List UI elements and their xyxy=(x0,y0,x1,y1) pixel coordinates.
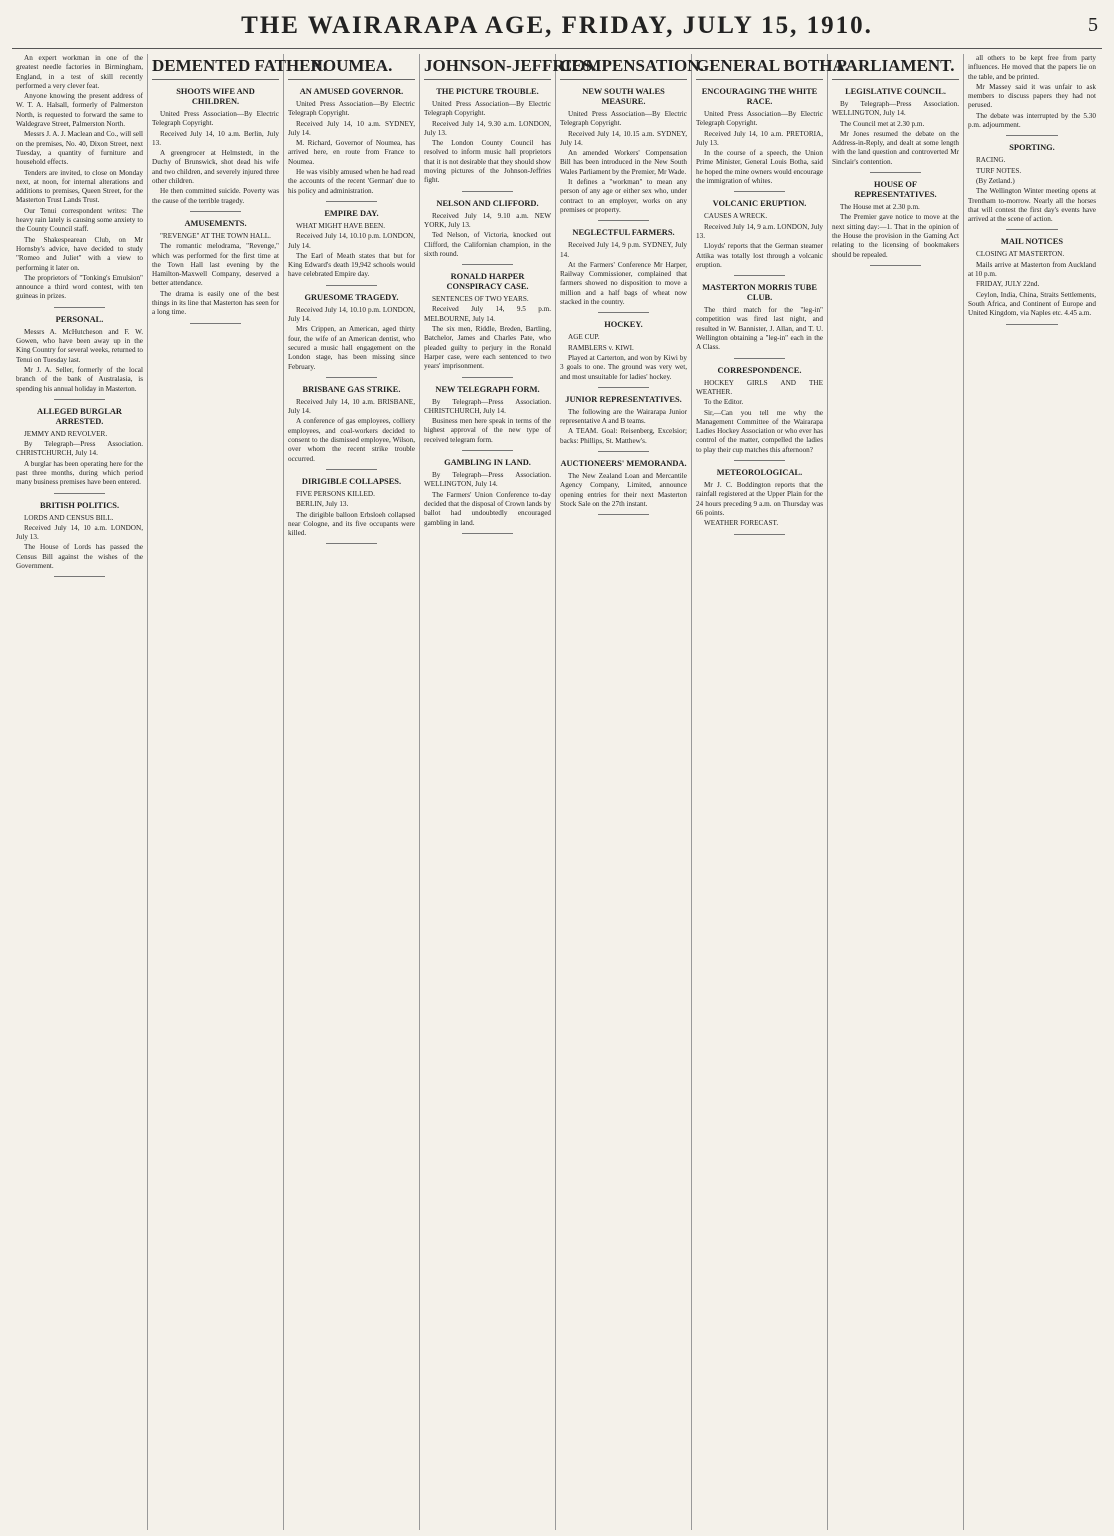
article-heading: NEW TELEGRAPH FORM. xyxy=(435,384,540,394)
article-paragraph: A TEAM. Goal: Reisenberg, Excelsior; backs: Phillips, St. Matthew's. xyxy=(560,427,687,445)
article-paragraph: He was visibly amused when he had read the accounts of the recent 'German' due to his policy and administration. xyxy=(288,168,415,195)
section-rule xyxy=(1006,324,1057,325)
section-rule xyxy=(1006,229,1057,230)
article-heading: JUNIOR REPRESENTATIVES. xyxy=(565,394,682,404)
article-paragraph: CLOSING AT MASTERTON. xyxy=(976,250,1065,259)
article-paragraph: The House met at 2.30 p.m. xyxy=(840,203,920,212)
article xyxy=(288,477,415,544)
column-headline: DEMENTED FATHER. xyxy=(152,54,279,80)
section-rule xyxy=(54,576,105,577)
article xyxy=(696,468,823,534)
article-heading: LEGISLATIVE COUNCIL. xyxy=(845,87,946,96)
article-paragraph: United Press Association—By Electric Telegraph Copyright. xyxy=(696,110,823,128)
section-rule xyxy=(190,211,241,212)
article-paragraph: Ted Nelson, of Victoria, knocked out Clifford, the Californian champion, in the sixth round. xyxy=(424,231,551,258)
article xyxy=(16,501,143,578)
article-paragraph: FRIDAY, JULY 22nd. xyxy=(976,280,1040,289)
article xyxy=(288,385,415,470)
article xyxy=(832,87,959,173)
article-paragraph: Received July 14, 10 a.m. LONDON, July 13. xyxy=(16,523,143,542)
article xyxy=(832,180,959,266)
article-heading: MASTERTON MORRIS TUBE CLUB. xyxy=(702,283,817,303)
columns xyxy=(12,54,1102,1530)
column-headline: NOUMEA. xyxy=(288,54,415,80)
column xyxy=(12,54,148,1530)
article-paragraph: The Council met at 2.30 p.m. xyxy=(840,119,925,128)
column-headline: GENERAL BOTHA. xyxy=(696,54,823,80)
article xyxy=(968,54,1096,136)
section-rule xyxy=(598,514,649,515)
article-paragraph: At the Farmers' Conference Mr Harper, Railway Commissioner, complained that farmers showed no disposition to move a million and a half bags of wheat now stacked in the country. xyxy=(560,260,687,307)
article-heading: PERSONAL. xyxy=(55,314,104,324)
section-rule xyxy=(326,201,377,202)
article-heading: EMPIRE DAY. xyxy=(324,208,379,218)
article xyxy=(288,87,415,202)
article-paragraph: The Earl of Meath states that but for King Edward's death 19,942 schools would have celebrated Empire day. xyxy=(288,251,415,279)
article-paragraph: By Telegraph—Press Association. CHRISTCHURCH, July 14. xyxy=(16,440,143,458)
article-heading: AMUSEMENTS. xyxy=(184,218,247,228)
column xyxy=(964,54,1100,1530)
article xyxy=(424,87,551,192)
article-paragraph: AGE CUP. xyxy=(568,333,600,342)
article-paragraph: United Press Association—By Electric Telegraph Copyright. xyxy=(424,100,551,118)
article-paragraph: By Telegraph—Press Association. WELLINGTON, July 14. xyxy=(424,471,551,489)
article-paragraph: It defines a "workman" to mean any person of any age or either sex who, under contract to an employer, works on any premises or property. xyxy=(560,178,687,214)
article-paragraph: In the course of a speech, the Union Prime Minister, General Louis Botha, said he hoped the mine owners would encourage the immigration of whites. xyxy=(696,149,823,186)
article xyxy=(560,228,687,313)
article xyxy=(16,407,143,494)
article-heading: MAIL NOTICES xyxy=(1000,237,1064,247)
column xyxy=(284,54,420,1530)
article xyxy=(288,209,415,286)
section-rule xyxy=(870,172,921,173)
article-paragraph: WHAT MIGHT HAVE BEEN. xyxy=(296,221,386,230)
article-paragraph: The debate was interrupted by the 5.30 p.m. adjournment. xyxy=(968,111,1096,130)
article xyxy=(696,283,823,358)
article-paragraph: Received July 14, 10 a.m. BRISBANE, July 14. xyxy=(288,397,415,416)
article xyxy=(560,87,687,221)
article-paragraph: A greengrocer at Helmstedt, in the Duchy of Brunswick, shot dead his wife and two children, and severely injured three other children. xyxy=(152,149,279,186)
article xyxy=(152,87,279,212)
article-paragraph: Received July 14, 10 a.m. SYDNEY, July 14. xyxy=(288,119,415,137)
section-rule xyxy=(734,358,785,359)
section-rule xyxy=(326,285,377,286)
article-paragraph: An expert workman in one of the greatest needle factories in Birmingham, England, in a test of skill recently performed a very clever feat. xyxy=(16,54,143,90)
article-heading: BRITISH POLITICS. xyxy=(39,500,120,510)
article-heading: AUCTIONEERS' MEMORANDA. xyxy=(560,459,687,469)
article-paragraph: United Press Association—By Electric Telegraph Copyright. xyxy=(560,110,687,128)
article xyxy=(152,219,279,324)
article-paragraph: A burglar has been operating here for the past three months, during which period many business premises have been entered. xyxy=(16,459,143,487)
article-heading: SPORTING. xyxy=(1009,143,1055,153)
article xyxy=(16,54,143,308)
article-heading: RONALD HARPER CONSPIRACY CASE. xyxy=(446,272,529,292)
article-paragraph: Ceylon, India, China, Straits Settlements, South Africa, and Continent of Europe and United Kingdom, via Naples etc. 4.45 a.m. xyxy=(968,290,1096,318)
article-paragraph: Received July 14, 9.5 p.m. MELBOURNE, July 14. xyxy=(424,305,551,323)
article-paragraph: Played at Carterton, and won by Kiwi by 3 goals to one. The ground was very wet, and most unsuitable for ladies' hockey. xyxy=(560,353,687,381)
column-headline: PARLIAMENT. xyxy=(832,54,959,80)
article-paragraph: Business men here speak in terms of the highest approval of the new type of received telegram form. xyxy=(424,417,551,444)
article-paragraph: Mrs Crippen, an American, aged thirty four, the wife of an American dentist, who secured a music hall engagement on the London stage, has been missing since February. xyxy=(288,325,415,371)
article-heading: METEOROLOGICAL. xyxy=(716,468,803,478)
article-paragraph: JEMMY AND REVOLVER. xyxy=(24,429,108,438)
article-paragraph: Mails arrive at Masterton from Auckland at 10 p.m. xyxy=(968,260,1096,279)
article-paragraph: The third match for the "leg-in" competition was fired last night, and resulted in W. Bannister, J. Allan, and T. U. Wellington obtaining a "leg-in" each in the A Class. xyxy=(696,306,823,352)
article-paragraph: Received July 14, 10.15 a.m. SYDNEY, July 14. xyxy=(560,129,687,147)
article-paragraph: Messrs J. A. J. Maclean and Co., will sell on the premises, No. 40, Dixon Street, next Tuesday, a quantity of furniture and household effects. xyxy=(16,130,143,167)
section-rule xyxy=(54,307,105,308)
article-paragraph: M. Richard, Governor of Noumea, has arrived here, en route from France to Noumea. xyxy=(288,139,415,166)
article-paragraph: Received July 14, 10 a.m. PRETORIA, July 13. xyxy=(696,129,823,147)
article xyxy=(16,315,143,400)
article-paragraph: Received July 14, 9.10 a.m. NEW YORK, July 13. xyxy=(424,211,551,229)
article-paragraph: The drama is easily one of the best things in its line that Masterton has seen for a long time. xyxy=(152,289,279,317)
article xyxy=(560,395,687,452)
page-number: 5 xyxy=(1088,14,1098,36)
article xyxy=(424,199,551,265)
article xyxy=(968,237,1096,324)
article-paragraph: (By Zetland.) xyxy=(976,176,1015,185)
article-heading: ALLEGED BURGLAR ARRESTED. xyxy=(37,406,122,426)
article-paragraph: RACING. xyxy=(976,156,1006,165)
section-rule xyxy=(598,312,649,313)
article-paragraph: The Premier gave notice to move at the next sitting day:—1. That in the opinion of the House the provision in the Gaming Act relating to the licensing of bookmakers should be repealed. xyxy=(832,213,959,259)
article-paragraph: To the Editor. xyxy=(704,398,744,407)
section-rule xyxy=(462,450,513,451)
article-heading: THE PICTURE TROUBLE. xyxy=(436,87,539,96)
article-paragraph: WEATHER FORECAST. xyxy=(704,519,779,528)
column xyxy=(692,54,850,1530)
article-paragraph: Messrs A. McHutcheson and F. W. Gowen, who have been away up in the King Country for several weeks, returned to Tenui on Tuesday last. xyxy=(16,327,143,364)
article-paragraph: By Telegraph—Press Association. CHRISTCHURCH, July 14. xyxy=(424,397,551,415)
article-paragraph: Mr J. C. Boddington reports that the rainfall registered at the Upper Plain for the 24 hours preceding 9 a.m. on Thursday was 66 points. xyxy=(696,481,823,517)
article xyxy=(560,320,687,387)
article-paragraph: The dirigible balloon Erbsloeh collapsed near Cologne, and its five occupants were killed. xyxy=(288,510,415,538)
section-rule xyxy=(54,493,105,494)
article-heading: NEW SOUTH WALES MEASURE. xyxy=(582,87,665,106)
article-paragraph: The proprietors of "Tonking's Emulsion" announce a third word contest, with ten guineas in prizes. xyxy=(16,273,143,301)
article-heading: AN AMUSED GOVERNOR. xyxy=(299,87,404,96)
article-paragraph: Received July 14, 9 a.m. LONDON, July 13. xyxy=(696,222,823,240)
article-paragraph: Lloyds' reports that the German steamer Attika was totally lost through a volcanic eruption. xyxy=(696,242,823,269)
article-heading: HOUSE OF REPRESENTATIVES. xyxy=(854,180,937,200)
section-rule xyxy=(462,533,513,534)
article-heading: HOCKEY. xyxy=(604,320,643,330)
article xyxy=(424,272,551,377)
article-paragraph: The Shakespearean Club, on Mr Hornsby's advice, have decided to study "Romeo and Juliet" with a view to performing it later on. xyxy=(16,235,143,272)
article-paragraph: CAUSES A WRECK. xyxy=(704,212,768,221)
article-heading: SHOOTS WIFE AND CHILDREN. xyxy=(176,87,255,106)
section-rule xyxy=(462,264,513,265)
column-headline: JOHNSON-JEFFRIES. xyxy=(424,54,551,80)
article-paragraph: Mr Jones resumed the debate on the Address-in-Reply, and dealt at some length with the land question and controverted Mr Sinclair's contention. xyxy=(832,129,959,166)
article-heading: DIRIGIBLE COLLAPSES. xyxy=(301,476,402,486)
article-paragraph: Tenders are invited, to close on Monday next, at noon, for internal alterations and additions to premises, Queen Street, for the Masterton Trust Lands Trust. xyxy=(16,168,143,205)
article-paragraph: HOCKEY GIRLS AND THE WEATHER. xyxy=(696,378,823,396)
article-paragraph: Received July 14, 9.30 a.m. LONDON, July 13. xyxy=(424,119,551,137)
article xyxy=(424,385,551,451)
article-paragraph: United Press Association—By Electric Telegraph Copyright. xyxy=(152,110,279,128)
column xyxy=(828,54,964,1530)
article-paragraph: The House of Lords has passed the Census Bill against the wishes of the Government. xyxy=(16,543,143,571)
article-heading: NEGLECTFUL FARMERS. xyxy=(572,228,675,238)
article xyxy=(968,143,1096,230)
article-paragraph: Received July 14, 10 a.m. Berlin, July 13. xyxy=(152,129,279,147)
article-paragraph: BERLIN, July 13. xyxy=(296,500,349,509)
article-paragraph: The six men, Riddle, Breden, Bartling, Batchelor, James and Charles Pate, who pleaded guilty to perjury in the Ronald Harper case, were each sentenced to two years' imprisonment. xyxy=(424,325,551,371)
section-rule xyxy=(734,275,785,276)
article-paragraph: "REVENGE" AT THE TOWN HALL. xyxy=(160,231,271,240)
section-rule xyxy=(598,220,649,221)
section-rule xyxy=(462,191,513,192)
section-rule xyxy=(598,451,649,452)
section-rule xyxy=(598,387,649,388)
article-paragraph: Our Tenui correspondent writes: The heavy rain lately is causing some anxiety to the County Council staff. xyxy=(16,206,143,234)
article-paragraph: Received July 14, 10.10 p.m. LONDON, July 14. xyxy=(288,232,415,250)
section-rule xyxy=(54,399,105,400)
article xyxy=(424,458,551,534)
article-paragraph: The New Zealand Loan and Mercantile Agency Company, Limited, announce opening entries for their next Masterton Stock Sale on the 27th instant. xyxy=(560,472,687,508)
article xyxy=(696,366,823,461)
article xyxy=(560,459,687,515)
article-heading: CORRESPONDENCE. xyxy=(717,365,802,375)
article-paragraph: Received July 14, 10.10 p.m. LONDON, July 14. xyxy=(288,305,415,324)
masthead xyxy=(12,6,1102,49)
article-heading: GRUESOME TRAGEDY. xyxy=(304,292,399,302)
article-heading: GAMBLING IN LAND. xyxy=(444,458,531,468)
article-paragraph: Mr J. A. Seller, formerly of the local branch of the bank of Australasia, is spending his annual holiday in Masterton. xyxy=(16,365,143,393)
article-paragraph: He then committed suicide. Poverty was the cause of the terrible tragedy. xyxy=(152,187,279,205)
article-paragraph: By Telegraph—Press Association. WELLINGTON, July 14. xyxy=(832,100,959,118)
article xyxy=(288,293,415,378)
column-headline: COMPENSATION. xyxy=(560,54,687,80)
newspaper-title: THE WAIRARAPA AGE, FRIDAY, JULY 15, 1910. xyxy=(241,12,873,39)
article-heading: ENCOURAGING THE WHITE RACE. xyxy=(701,87,818,106)
section-rule xyxy=(870,265,921,266)
article-paragraph: Sir,—Can you tell me why the Management Committee of the Wairarapa Ladies Hockey Association or who ever has control of the matter, compelled the ladies to play their cup matches this afternoon? xyxy=(696,408,823,454)
article-paragraph: Mr Massey said it was unfair to ask members to discuss papers they had not perused. xyxy=(968,82,1096,110)
article xyxy=(696,87,823,192)
column xyxy=(556,54,704,1530)
article-paragraph: TURF NOTES. xyxy=(976,166,1022,175)
article-paragraph: The Farmers' Union Conference to-day decided that the disposal of Crown lands by ballot had undoubtedly encouraged gambling in land. xyxy=(424,490,551,527)
article-paragraph: United Press Association—By Electric Telegraph Copyright. xyxy=(288,100,415,118)
section-rule xyxy=(326,543,377,544)
article-paragraph: all others to be kept free from party influences. He moved that the papers lie on the table, and be printed. xyxy=(968,54,1096,81)
section-rule xyxy=(326,469,377,470)
section-rule xyxy=(734,534,785,535)
article-paragraph: FIVE PERSONS KILLED. xyxy=(296,489,375,498)
article-paragraph: The romantic melodrama, "Revenge," which was performed for the first time at the Town Hall last evening by the Hamilton-Maxwell Company, deserved a better attendance. xyxy=(152,242,279,288)
article-heading: VOLCANIC ERUPTION. xyxy=(712,199,807,209)
section-rule xyxy=(1006,135,1057,136)
article-paragraph: RAMBLERS v. KIWI. xyxy=(568,343,634,352)
article-paragraph: An amended Workers' Compensation Bill has been introduced in the New South Wales Parliament by the Premier, Mr Wade. xyxy=(560,149,687,176)
section-rule xyxy=(734,460,785,461)
article-paragraph: The following are the Wairarapa Junior representative A and B teams. xyxy=(560,407,687,426)
article-paragraph: SENTENCES OF TWO YEARS. xyxy=(432,295,529,304)
section-rule xyxy=(734,191,785,192)
article-paragraph: The Wellington Winter meeting opens at Trentham to-morrow. Nearly all the horses that will contest the first day's events have arrived at the scene of action. xyxy=(968,187,1096,224)
article-paragraph: Anyone knowing the present address of W. T. A. Halsall, formerly of Palmerston North, is requested to forward the same to Waldegrave Street, Palmerston North. xyxy=(16,92,143,129)
article-paragraph: The London County Council has resolved to inform music hall proprietors that it is not desirable that they should show moving pictures of the Johnson-Jeffries fight. xyxy=(424,139,551,185)
section-rule xyxy=(326,377,377,378)
article xyxy=(696,199,823,276)
article-heading: BRISBANE GAS STRIKE. xyxy=(302,384,401,394)
article-paragraph: Received July 14, 9 p.m. SYDNEY, July 14. xyxy=(560,241,687,259)
section-rule xyxy=(462,377,513,378)
section-rule xyxy=(190,323,241,324)
column xyxy=(148,54,328,1530)
article-paragraph: LORDS AND CENSUS BILL. xyxy=(24,513,114,522)
article-paragraph: A conference of gas employees, colliery employees, and coal-workers decided to consent to the dismissed employee, Wilson, over whom the recent strike trouble occurred. xyxy=(288,417,415,463)
article-heading: NELSON AND CLIFFORD. xyxy=(436,198,539,208)
